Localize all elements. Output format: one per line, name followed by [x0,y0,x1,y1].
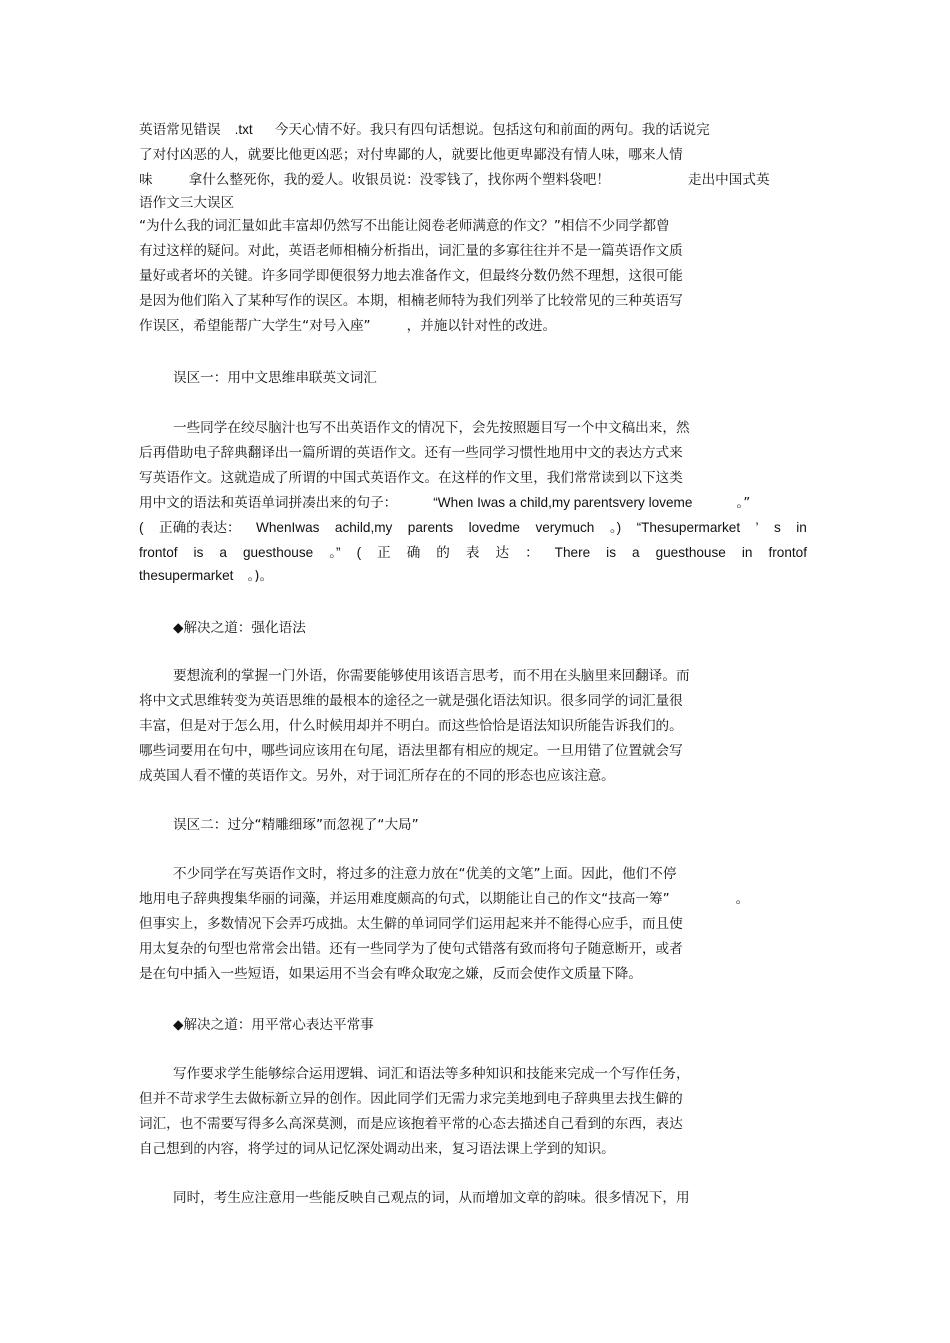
solution-heading-2: ◆解决之道：用平常心表达平常事 [173,1017,374,1033]
p3-line-1: 要想流利的掌握一门外语，你需要能够使用该语言思考，而不用在头脑里来回翻译。而 [173,668,690,684]
word: 正 [377,545,391,560]
solution-heading-1: ◆解决之道：强化语法 [173,620,306,636]
text-run: 味 [139,172,153,188]
word: in [796,520,807,535]
p3-line-3: 丰富，但是对于怎么用，什么时候用却并不明白。而这些恰恰是语法知识所能告诉我们的。 [139,718,683,734]
text-run: ，并施以针对性的改进。 [406,318,557,334]
word: verymuch [535,520,595,535]
p5-line-2: 但并不苛求学生去做标新立异的创作。因此同学们无需力求完美地到电子辞典里去找生僻的 [139,1091,683,1107]
word: guesthouse [242,545,314,560]
word: parents [407,520,454,535]
intro-line-4: 语作文三大误区 [139,195,235,211]
word: is [193,545,204,560]
text-run: 。” [736,495,751,511]
word: guesthouse [655,545,726,560]
text-run: 拿什么整死你，我的爱人。收银员说：没零钱了，找你两个塑料袋吧！ [188,172,610,188]
p4-line-3: 但事实上，多数情况下会弄巧成拙。太生僻的单词同学们运用起来并不能得心应手，而且使 [139,916,683,932]
word: 确 [406,545,421,560]
p4-line-5: 是在句中插入一些短语，如果运用不当会有哗众取宠之嫌，反而会使作文质量下降。 [139,966,642,982]
p2-line-4 [139,493,750,513]
p4-line-1: 不少同学在写英语作文时，将过多的注意力放在“优美的文笔”上面。因此，他们不停 [173,866,677,882]
word: “Thesupermarket [636,520,741,535]
section-heading-2: 误区二：过分“精雕细琢”而忽视了“大局” [173,817,419,833]
p5-line-3: 词汇，也不需要写得多么高深莫测，而是应该抱着平常的心态去描述自己看到的东西，表达 [139,1116,683,1132]
word: s [774,520,781,535]
intro-line-2: 了对付凶恶的人，就要比他更凶恶；对付卑鄙的人，就要比他更卑鄙没有情人味，哪来人情 [139,147,683,163]
section-heading-1: 误区一：用中文思维串联英文词汇 [173,370,377,386]
intro-line-3 [139,170,770,190]
p5-line-1: 写作要求学生能够综合运用逻辑、词汇和语法等多种知识和技能来完成一个写作任务， [173,1066,690,1082]
p2-line-2: 后再借助电子辞典翻译出一篇所谓的英语作文。还有一些同学习惯性地用中文的表达方式来 [139,445,683,461]
text-run: 。 [735,891,750,907]
text-run: thesupermarket [139,568,234,583]
word: in [741,545,753,560]
word: There [554,545,591,560]
text-run: 作误区，希望能帮广大学生“对号入座” [139,318,371,334]
intro-line-1 [139,120,710,140]
text-run: 。)。 [247,568,274,584]
p2-line-1: 一些同学在绞尽脑汁也写不出英语作文的情况下，会先按照题目写一个中文稿出来，然 [173,420,690,436]
word: ’ [755,520,759,535]
word: a [632,545,640,560]
word: lovedme [468,520,520,535]
word: 达 [495,545,510,560]
word: ( [356,545,362,560]
word: 的 [436,545,450,560]
word: frontof [139,545,178,560]
word: a [219,545,227,560]
p3-line-2: 将中文式思维转变为英语思维的最根本的途径之一就是强化语法知识。很多同学的词汇量很 [139,693,683,709]
word: achild,my [334,520,393,535]
p3-line-5: 成英国人看不懂的英语作文。另外，对于词汇所存在的不同的形态也应该注意。 [139,768,615,784]
p4-line-2 [139,889,749,909]
word: 。) [609,520,622,535]
p1-line-5 [139,316,556,336]
text-run: 今天心情不好。我只有四句话想说。包括这句和前面的两句。我的话说完 [274,122,710,138]
p1-line-4: 是因为他们陷入了某种写作的误区。本期，相楠老师特为我们列举了比较常见的三种英语写 [139,293,683,309]
word: frontof [768,545,807,560]
word: ： [525,545,539,560]
word: WhenIwas [256,520,320,535]
text-run: 英语常见错误 [139,122,221,138]
word: 表 [465,545,480,560]
text-run: 地用电子辞典搜集华丽的词藻，并运用难度颇高的句式，以期能让自己的作文“技高一筹” [139,891,670,907]
p2-line-5 [139,518,807,538]
p1-line-2: 有过这样的疑问。对此，英语老师相楠分析指出，词汇量的多寡往往并不是一篇英语作文质 [139,243,683,259]
text-run: 用中文的语法和英语单词拼凑出来的句子： [139,495,398,511]
p1-line-1: “为什么我的词汇量如此丰富却仍然写不出能让阅卷老师满意的作文？”相信不少同学都曾 [139,218,670,234]
p3-line-4: 哪些词要用在句中，哪些词应该用在句尾，语法里都有相应的规定。一旦用错了位置就会写 [139,743,683,759]
p4-line-4: 用太复杂的句型也常常会出错。还有一些同学为了使句式错落有致而将句子随意断开，或者 [139,941,683,957]
p2-line-6 [139,543,807,563]
p2-line-3: 写英语作文。这就造成了所谓的中国式英语作文。在这样的作文里，我们常常读到以下这类 [139,470,683,486]
example-sentence: “When Iwas a child,my parentsvery loveme [433,495,693,510]
text-run: 走出中国式英 [688,172,770,188]
word: ( [139,520,144,535]
text-run: .txt [234,122,253,137]
p6-line-1: 同时，考生应注意用一些能反映自己观点的词，从而增加文章的韵味。很多情况下，用 [173,1190,690,1206]
p5-line-4: 自己想到的内容，将学过的词从记忆深处调动出来，复习语法课上学到的知识。 [139,1141,615,1157]
word: is [606,545,616,560]
word: 。” [329,545,341,560]
p1-line-3: 量好或者坏的关键。许多同学即便很努力地去准备作文，但最终分数仍然不理想，这很可能 [139,268,683,284]
word: 正确的表达： [158,520,241,535]
p2-line-7 [139,566,273,586]
